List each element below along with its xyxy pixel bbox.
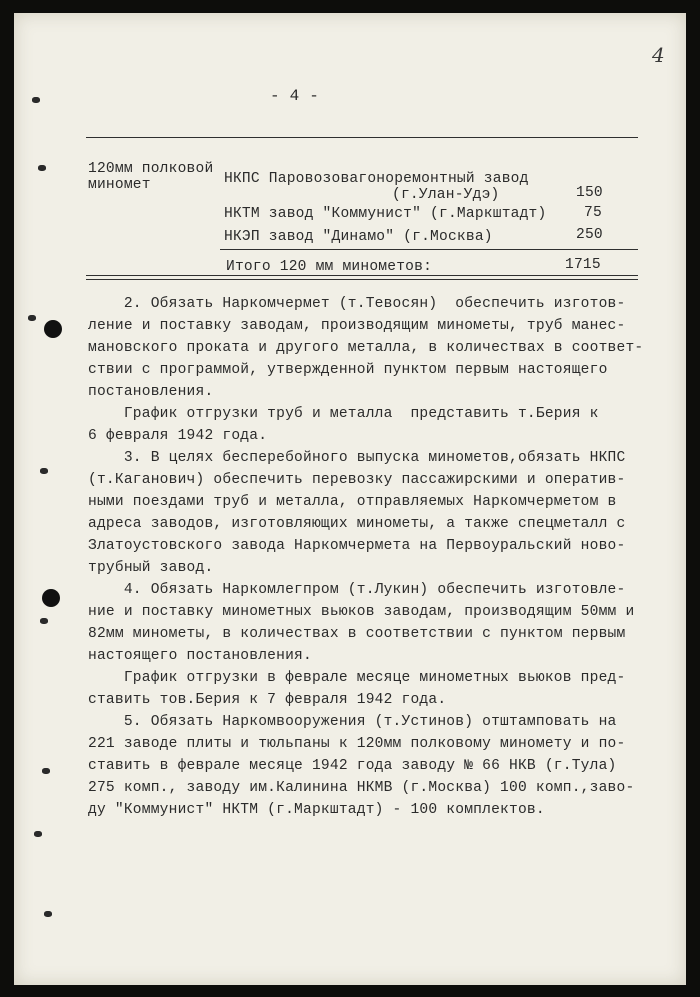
table-top-rule <box>86 137 638 138</box>
margin-mark <box>32 97 40 103</box>
body-line: трубный завод. <box>88 560 214 576</box>
body-line: График отгрузки в феврале месяце минометных вьюков пред- <box>88 670 626 686</box>
margin-mark <box>44 911 52 917</box>
table-bottom-rule <box>86 275 638 276</box>
body-line: 275 комп., заводу им.Калинина НКМВ (г.Москва) 100 комп.,заво- <box>88 780 635 796</box>
archive-page-mark: 4 <box>652 43 665 67</box>
plant-row-1-name: НКПС Паровозовагоноремонтный завод <box>224 171 529 187</box>
body-line: ствии с программой, утвержденной пунктом первым настоящего <box>88 362 608 378</box>
body-line: 6 февраля 1942 года. <box>88 428 268 444</box>
body-line: 3. В целях бесперебойного выпуска минометов,обязать НКПС <box>88 450 626 466</box>
punch-hole <box>44 320 62 338</box>
plant-row-3-name: НКЭП завод "Динамо" (г.Москва) <box>224 229 493 245</box>
document-page <box>14 13 686 985</box>
body-line: ление и поставку заводам, производящим минометы, труб манес- <box>88 318 626 334</box>
total-label: Итого 120 мм минометов: <box>226 259 433 275</box>
body-line: 82мм минометы, в количествах в соответствии с пунктом первым <box>88 626 626 642</box>
margin-mark <box>34 831 42 837</box>
plant-row-2-qty: 75 <box>584 205 602 221</box>
body-line: постановления. <box>88 384 214 400</box>
body-line: (т.Каганович) обеспечить перевозку пассажирскими и оператив- <box>88 472 626 488</box>
weapon-name-line1: 120мм полковой <box>88 161 214 177</box>
margin-mark <box>38 165 46 171</box>
plant-row-2-name: НКТМ завод "Коммунист" (г.Маркштадт) <box>224 206 547 222</box>
body-line: ние и поставку минометных вьюков заводам, производящим 50мм и <box>88 604 635 620</box>
body-line: ставить тов.Берия к 7 февраля 1942 года. <box>88 692 447 708</box>
plant-row-3-qty: 250 <box>576 227 603 243</box>
total-rule <box>220 249 638 250</box>
page-number: - 4 - <box>270 87 320 105</box>
body-line: 5. Обязать Наркомвооружения (т.Устинов) отштамповать на <box>88 714 617 730</box>
body-line: ду "Коммунист" НКТМ (г.Маркштадт) - 100 комплектов. <box>88 802 545 818</box>
plant-row-1-qty: 150 <box>576 185 603 201</box>
body-line: 2. Обязать Наркомчермет (т.Тевосян) обеспечить изготов- <box>88 296 626 312</box>
weapon-name-line2: миномет <box>88 177 151 193</box>
body-line: ставить в феврале месяце 1942 года заводу № 66 НКВ (г.Тула) <box>88 758 617 774</box>
body-line: 221 заводе плиты и тюльпаны к 120мм полковому миномету и по- <box>88 736 626 752</box>
body-line: адреса заводов, изготовляющих минометы, а также спецметалл с <box>88 516 626 532</box>
body-line: ными поездами труб и металла, отправляемых Наркомчерметом в <box>88 494 617 510</box>
body-line: Златоустовского завода Наркомчермета на Первоуральский ново- <box>88 538 626 554</box>
body-line: График отгрузки труб и металла представить т.Берия к <box>88 406 599 422</box>
margin-mark <box>42 768 50 774</box>
total-value: 1715 <box>565 257 601 273</box>
margin-mark <box>40 468 48 474</box>
margin-mark <box>28 315 36 321</box>
punch-hole <box>42 589 60 607</box>
body-line: мановского проката и другого металла, в количествах в соответ- <box>88 340 644 356</box>
plant-row-1-city: (г.Улан-Удэ) <box>392 187 500 203</box>
body-line: 4. Обязать Наркомлегпром (т.Лукин) обеспечить изготовле- <box>88 582 626 598</box>
margin-mark <box>40 618 48 624</box>
body-line: настоящего постановления. <box>88 648 312 664</box>
